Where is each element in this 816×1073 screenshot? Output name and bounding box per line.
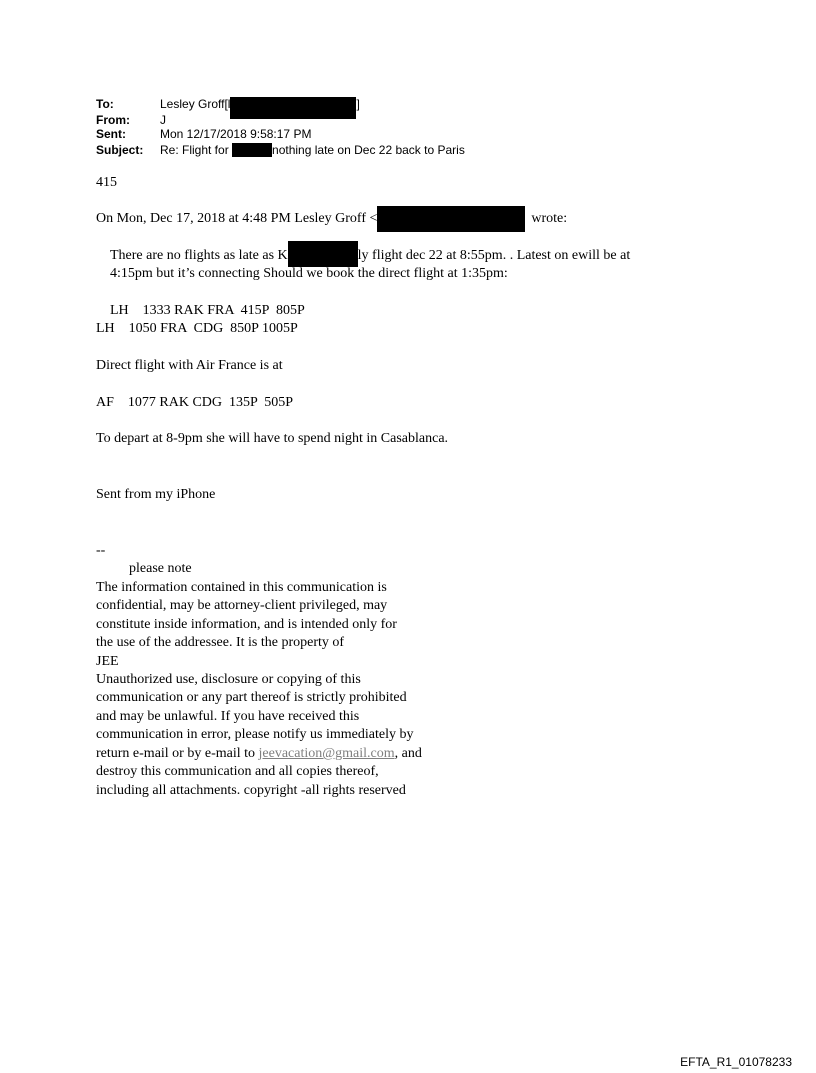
para1-line1-end: ly flight dec 22 at 8:55pm. . Latest on ewill be at xyxy=(357,248,631,263)
reply-text: 415 xyxy=(96,175,117,190)
disclaimer-line: destroy this communication and all copies thereof, xyxy=(96,764,379,779)
para1-line1 xyxy=(110,248,630,267)
to-value xyxy=(160,97,360,119)
signature: Sent from my iPhone xyxy=(96,487,216,502)
para1-line2: 4:15pm but it’s connecting Should we book the direct flight at 1:35pm: xyxy=(110,266,508,281)
to-redaction xyxy=(230,97,356,119)
disclaimer-line: confidential, may be attorney-client privileged, may xyxy=(96,598,388,613)
casablanca-note: To depart at 8-9pm she will have to spend night in Casablanca. xyxy=(96,431,449,446)
disclaimer-email-line xyxy=(96,745,422,763)
email-link[interactable]: jeevacation@gmail.com xyxy=(258,746,395,761)
disclaimer-line: including all attachments. copyright -all rights reserved xyxy=(96,783,406,798)
to-close-bracket: ] xyxy=(356,97,360,111)
flight-line-1: LH 1333 RAK FRA 415P 805P xyxy=(110,303,305,318)
sent-value: Mon 12/17/2018 9:58:17 PM xyxy=(160,127,312,141)
disclaimer-line: The information contained in this communication is xyxy=(96,580,387,595)
quote-intro-end: wrote: xyxy=(531,211,568,226)
para1-line1-start: There are no flights as late as K xyxy=(110,248,288,263)
disclaimer-line: the use of the addressee. It is the property of xyxy=(96,635,345,650)
flight-line-3: AF 1077 RAK CDG 135P 505P xyxy=(96,395,294,410)
quote-intro xyxy=(96,211,567,232)
subject-value xyxy=(160,143,465,157)
quote-intro-start: On Mon, Dec 17, 2018 at 4:48 PM Lesley Groff < xyxy=(96,211,378,226)
subject-start: Re: Flight for xyxy=(160,143,233,157)
from-value: J xyxy=(160,113,166,127)
para1-redaction xyxy=(288,241,358,267)
please-note: please note xyxy=(129,561,192,576)
document-id: EFTA_R1_01078233 xyxy=(680,1055,792,1069)
separator: -- xyxy=(96,543,106,558)
direct-flight-intro: Direct flight with Air France is at xyxy=(96,358,283,373)
subject-redaction xyxy=(232,143,272,157)
disclaimer-line: JEE xyxy=(96,654,119,669)
to-name: Lesley Groff[l xyxy=(160,97,231,111)
disclaimer-line: Unauthorized use, disclosure or copying of this xyxy=(96,672,361,687)
disclaimer-line: and may be unlawful. If you have received this xyxy=(96,709,360,724)
email-line-start: return e-mail or by e-mail to xyxy=(96,746,259,761)
from-label: From: xyxy=(96,113,130,127)
disclaimer-line: communication in error, please notify us immediately by xyxy=(96,727,414,742)
sent-label: Sent: xyxy=(96,127,126,141)
subject-end: nothing late on Dec 22 back to Paris xyxy=(272,143,465,157)
flight-line-2: LH 1050 FRA CDG 850P 1005P xyxy=(96,321,298,336)
disclaimer-line: constitute inside information, and is intended only for xyxy=(96,617,397,632)
email-line-end: , and xyxy=(394,746,422,761)
subject-label: Subject: xyxy=(96,143,144,157)
to-label: To: xyxy=(96,97,114,111)
disclaimer-line: communication or any part thereof is strictly prohibited xyxy=(96,690,407,705)
quote-email-redaction xyxy=(377,206,525,232)
